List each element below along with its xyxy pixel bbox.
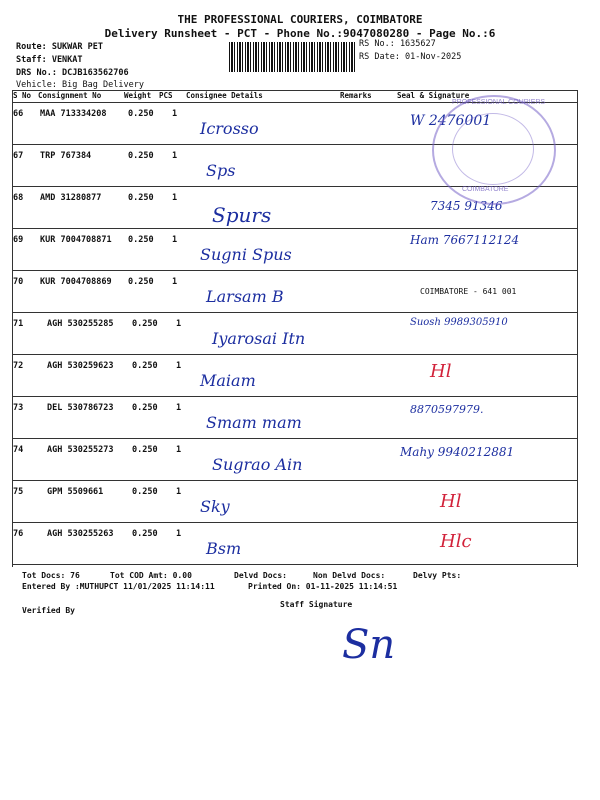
row-separator: [12, 228, 578, 229]
row-sno: 73: [13, 403, 24, 413]
row-consignment-no: AGH 530255285: [47, 319, 114, 329]
row-consignee-signature: Iyarosai Itn: [212, 329, 306, 348]
row-seal-signature: Hl: [430, 361, 452, 382]
row-weight: 0.250: [128, 151, 154, 161]
stamp-arc-text: PROFESSIONAL COURIERS: [452, 99, 546, 106]
printed-on: Printed On: 01-11-2025 11:14:51: [248, 582, 398, 591]
row-sno: 69: [13, 235, 24, 245]
table-right-border: [577, 90, 578, 567]
entered-by: Entered By :MUTHUPCT 11/01/2025 11:14:11: [22, 582, 215, 591]
row-pcs: 1: [176, 529, 182, 539]
row-sno: 76: [13, 529, 24, 539]
row-seal-signature: W 2476001: [410, 113, 492, 129]
row-seal-signature: Hlc: [440, 531, 472, 552]
row-weight: 0.250: [128, 109, 154, 119]
route-label: Route: SUKWAR PET: [16, 42, 103, 52]
delivery-points: Delvy Pts:: [413, 571, 462, 580]
row-separator: [12, 564, 578, 565]
row-consignee-signature: Sugni Spus: [200, 245, 292, 264]
col-header-remarks: Remarks: [340, 91, 372, 100]
row-consignment-no: AGH 530255263: [47, 529, 114, 539]
row-pcs: 1: [172, 193, 178, 203]
row-sno: 70: [13, 277, 24, 287]
row-weight: 0.250: [132, 445, 158, 455]
row-sno: 71: [13, 319, 24, 329]
row-sno: 67: [13, 151, 24, 161]
row-pcs: 1: [176, 487, 182, 497]
row-separator: [12, 270, 578, 271]
row-weight: 0.250: [128, 193, 154, 203]
row-seal-signature: Mahy 9940212881: [400, 445, 515, 459]
verified-by: Verified By: [22, 606, 75, 615]
row-consignee-signature: Spurs: [212, 203, 272, 227]
row-pcs: 1: [176, 361, 182, 371]
row-consignee-signature: Bsm: [206, 539, 242, 558]
row-consignment-no: AMD 31280877: [40, 193, 102, 203]
row-pcs: 1: [172, 277, 178, 287]
row-consignment-no: MAA 713334208: [40, 109, 107, 119]
row-weight: 0.250: [128, 235, 154, 245]
row-consignee-signature: Icrosso: [200, 119, 259, 138]
total-cod: Tot COD Amt: 0.00: [110, 571, 192, 580]
row-seal-signature: Ham 7667112124: [410, 233, 520, 247]
vehicle-label: Vehicle: Big Bag Delivery: [16, 80, 144, 90]
row-sno: 75: [13, 487, 24, 497]
row-seal-signature: 7345 91346: [430, 199, 503, 213]
row-weight: 0.250: [132, 319, 158, 329]
runsheet-subtitle: Delivery Runsheet - PCT - Phone No.:9047080280 - Page No.:6: [104, 27, 496, 40]
row-weight: 0.250: [132, 487, 158, 497]
row-consignment-no: TRP 767384: [40, 151, 92, 161]
row-pcs: 1: [176, 445, 182, 455]
row-consignee-signature: Maiam: [200, 371, 256, 390]
stamp-bottom-text: COIMBATORE: [462, 186, 509, 193]
staff-signature: Sn: [342, 622, 396, 668]
row-consignment-no: KUR 7004708869: [40, 277, 112, 287]
row-separator: [12, 312, 578, 313]
col-header-seal: Seal & Signature: [397, 91, 470, 100]
row-separator: [12, 522, 578, 523]
staff-signature-label: Staff Signature: [280, 600, 353, 609]
row-weight: 0.250: [128, 277, 154, 287]
row-sno: 74: [13, 445, 24, 455]
row-separator: [12, 396, 578, 397]
rs-date-label: RS Date: 01-Nov-2025: [359, 52, 462, 62]
barcode: [229, 42, 355, 72]
col-header-pcs: PCS: [159, 91, 173, 100]
row-consignment-no: KUR 7004708871: [40, 235, 112, 245]
row-consignment-no: AGH 530259623: [47, 361, 114, 371]
row-separator: [12, 354, 578, 355]
row-consignee-signature: Sugrao Ain: [212, 455, 303, 474]
row-consignee-signature: Sky: [200, 497, 230, 516]
row-pcs: 1: [172, 109, 178, 119]
row-seal-signature: 8870597979.: [410, 403, 484, 416]
col-header-consignee: Consignee Details: [186, 91, 263, 100]
row-seal-signature: COIMBATORE - 641 001: [420, 287, 517, 296]
drs-label: DRS No.: DCJB163562706: [16, 68, 129, 78]
row-weight: 0.250: [132, 361, 158, 371]
row-pcs: 1: [172, 151, 178, 161]
delivered-docs: Delvd Docs:: [234, 571, 287, 580]
company-title: THE PROFESSIONAL COURIERS, COIMBATORE: [177, 13, 423, 26]
row-separator: [12, 480, 578, 481]
row-consignee-signature: Smam mam: [206, 413, 302, 432]
staff-label: Staff: VENKAT: [16, 55, 83, 65]
row-consignee-signature: Larsam B: [206, 287, 284, 306]
row-sno: 72: [13, 361, 24, 371]
row-seal-signature: Suosh 9989305910: [410, 317, 508, 328]
row-sno: 66: [13, 109, 24, 119]
row-weight: 0.250: [132, 529, 158, 539]
rs-no-label: RS No.: 1635627: [359, 39, 436, 49]
non-delivered-docs: Non Delvd Docs:: [313, 571, 386, 580]
row-sno: 68: [13, 193, 24, 203]
row-weight: 0.250: [132, 403, 158, 413]
row-consignment-no: AGH 530255273: [47, 445, 114, 455]
row-consignment-no: GPM 5509661: [47, 487, 104, 497]
row-pcs: 1: [176, 319, 182, 329]
total-docs: Tot Docs: 76: [22, 571, 80, 580]
row-consignment-no: DEL 530786723: [47, 403, 114, 413]
row-pcs: 1: [172, 235, 178, 245]
seal-stamp-inner-ring: [452, 113, 534, 185]
row-separator: [12, 438, 578, 439]
row-consignee-signature: Sps: [206, 161, 236, 180]
row-pcs: 1: [176, 403, 182, 413]
col-header-sno: S No: [13, 91, 32, 100]
col-header-consignment: Consignment No: [38, 91, 102, 100]
col-header-weight: Weight: [124, 91, 152, 100]
row-seal-signature: Hl: [440, 491, 462, 512]
